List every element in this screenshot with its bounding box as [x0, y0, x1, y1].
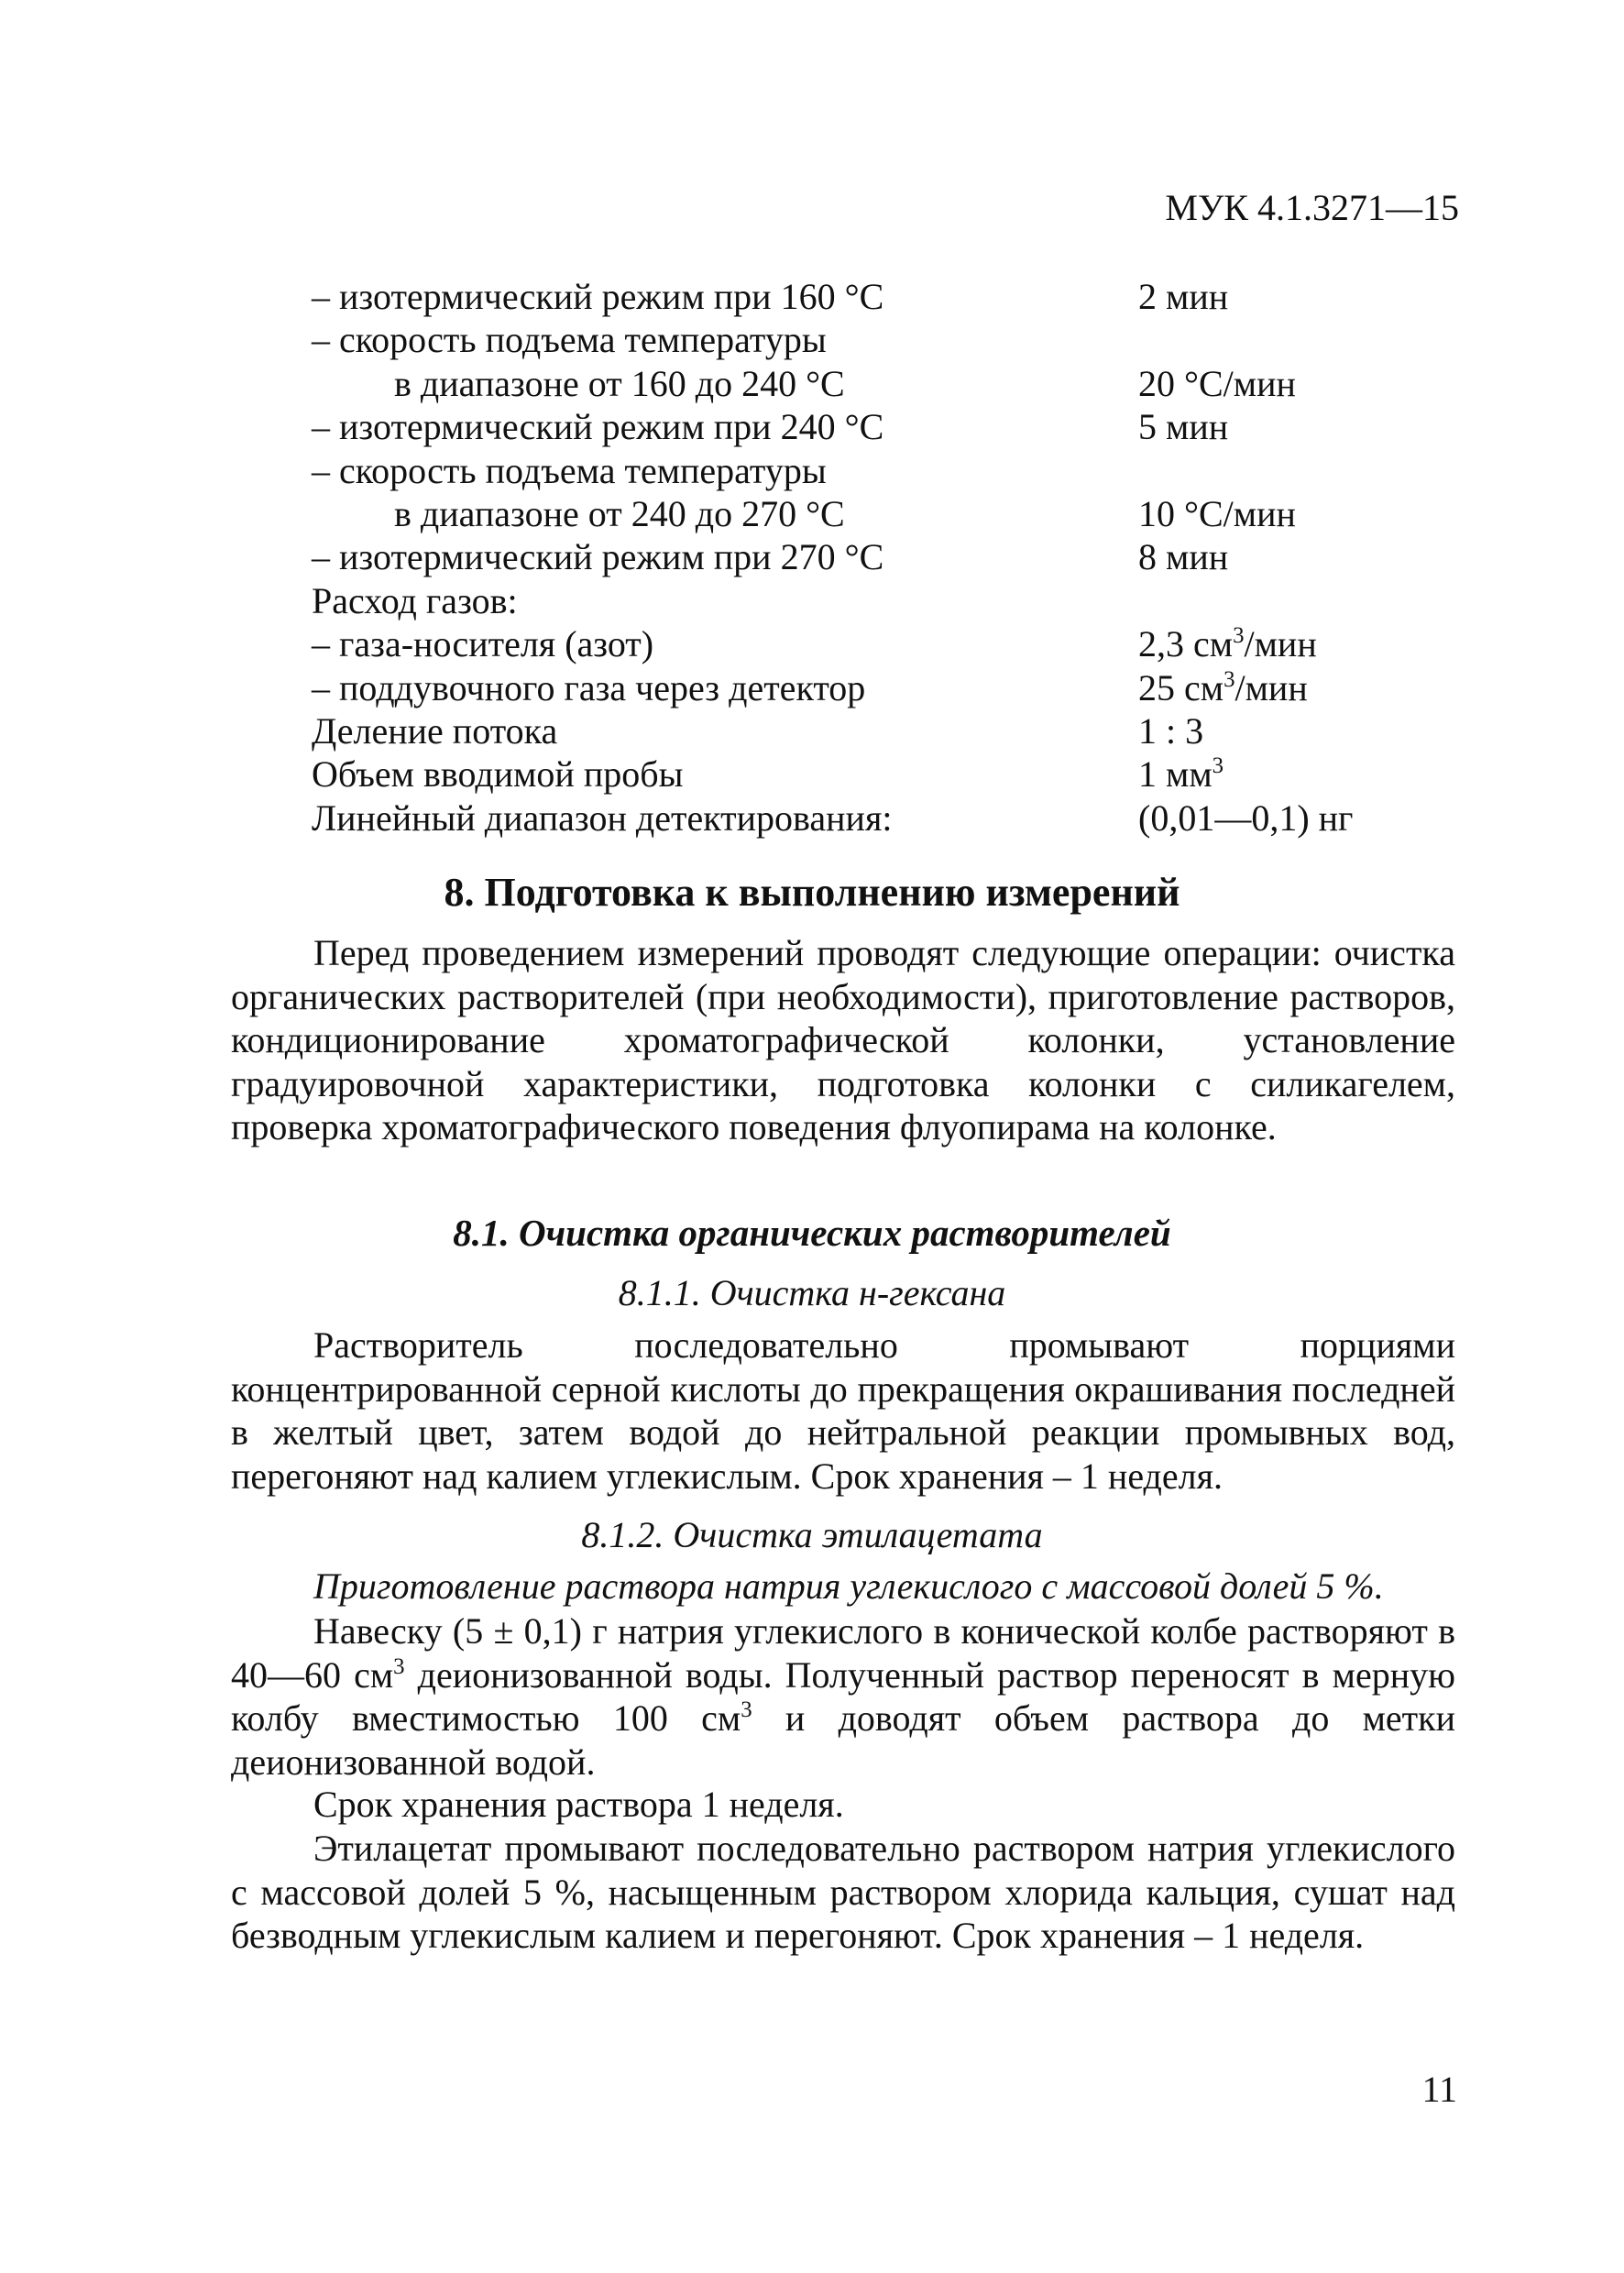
param-label: Линейный диапазон детектирования: [312, 796, 893, 839]
param-label: Деление потока [312, 709, 558, 752]
param-label: Расход газов: [312, 579, 518, 621]
param-row [312, 449, 1457, 492]
param-value: 2,3 $см^3$/мин [1138, 623, 1317, 665]
section-8-heading: 8. Подготовка к выполнению измерений [444, 870, 1180, 915]
param-label: – газа-носителя (азот) [312, 623, 654, 665]
prep-text: Навеску (5 ± 0,1) г натрия углекислого в конической колбе растворяют в 40—60 $см^3$ деионизованной воды. Полученный раствор переносят в мерную колбу вместимостью 100 $см^3$ и доводят объем раствора до метки деионизованной водой. [231, 1610, 1455, 1783]
param-value: 20 °С/мин [1138, 362, 1296, 404]
param-value: 5 мин [1138, 406, 1229, 448]
param-row [312, 318, 1457, 361]
section-8-intro: Перед проведением измерений проводят следующие операции: очистка органических растворителей (при необходимости), приготовление растворов, кондиционирование хроматографической колонки, установление градуировочной характеристики, подготовка колонки с силикагелем, проверка хроматографического поведения флуопирама на колонке. [231, 932, 1455, 1147]
param-row [312, 362, 1457, 405]
section-8-1-heading: 8.1. Очистка органических растворителей [453, 1212, 1171, 1254]
param-label: – скорость подъема температуры [312, 319, 827, 361]
param-row [312, 492, 1457, 535]
section-8-1-2-heading: 8.1.2. Очистка этилацетата [581, 1514, 1043, 1555]
param-value: 8 мин [1138, 536, 1229, 578]
param-value: 10 °С/мин [1138, 492, 1296, 534]
parameters-list [312, 275, 1457, 840]
param-value: 25 $см^3$/мин [1138, 666, 1308, 708]
param-row [312, 405, 1457, 448]
param-label: – изотермический режим при 240 °С [312, 406, 884, 448]
param-label: – изотермический режим при 160 °С [312, 276, 884, 317]
document-code-header: МУК 4.1.3271—15 [1165, 187, 1459, 228]
param-label: – изотермический режим при 270 °С [312, 536, 884, 578]
ethyl-acetate-text: Этилацетат промывают последовательно раствором натрия углекислого с массовой долей 5 %, насыщенным раствором хлорида кальция, сушат над безводным углекислым калием и перегоняют. Срок хранения – 1 неделя. [231, 1828, 1455, 1956]
prep-heading: Приготовление раствора натрия углекислого с массовой долей 5 %. [313, 1565, 1384, 1607]
page-number: 11 [1421, 2069, 1457, 2110]
param-value: 1 $мм^3$ [1138, 753, 1224, 796]
param-label: в диапазоне от 160 до 240 °С [394, 362, 845, 404]
param-label: – поддувочного газа через детектор [312, 666, 866, 708]
param-label: Объем вводимой пробы [312, 753, 684, 796]
param-label: – скорость подъема температуры [312, 449, 827, 491]
param-row [312, 709, 1457, 752]
param-value: (0,01—0,1) нг [1138, 796, 1354, 839]
prep-storage: Срок хранения раствора 1 неделя. [313, 1784, 844, 1825]
section-8-1-1-text: Растворитель последовательно промывают порциями концентрированной серной кислоты до прекращения окрашивания последней в желтый цвет, затем водой до нейтральной реакции промывных вод, перегоняют над калием углекислым. Срок хранения – 1 неделя. [231, 1324, 1455, 1497]
param-value: 1 : 3 [1138, 709, 1204, 752]
param-label: в диапазоне от 240 до 270 °С [394, 492, 845, 534]
param-row [312, 666, 1457, 709]
param-row [312, 622, 1457, 665]
param-value: 2 мин [1138, 276, 1229, 317]
param-row [312, 535, 1457, 578]
section-8-1-1-heading: 8.1.1. Очистка н-гексана [618, 1272, 1006, 1313]
param-row [312, 275, 1457, 318]
param-row [312, 796, 1457, 840]
param-row [312, 579, 1457, 622]
param-row [312, 752, 1457, 796]
